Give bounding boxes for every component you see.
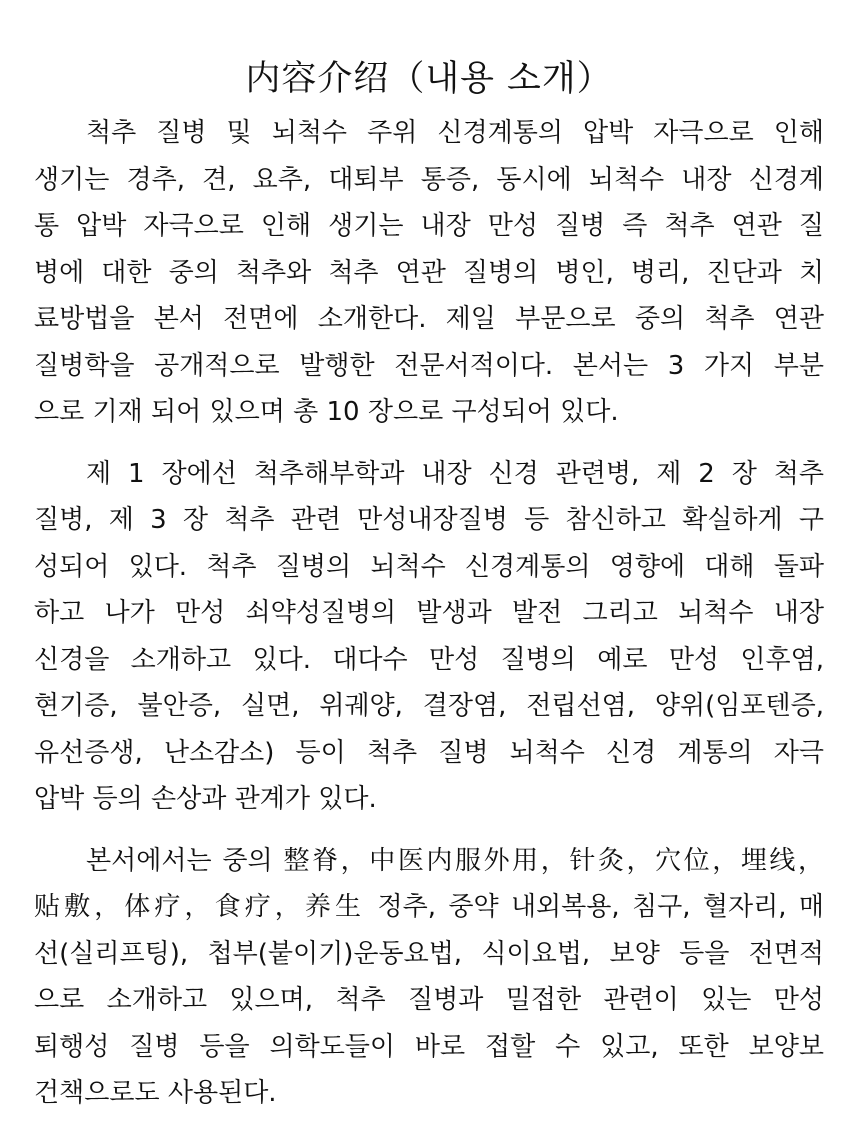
paragraph-line: 으로 기재 되어 있으며 총 10 장으로 구성되어 있다. (34, 397, 619, 427)
document-page (34, 50, 824, 1117)
paragraph-line: 신경을 소개하고 있다. 대다수 만성 질병의 예로 만성 인후염, (34, 644, 824, 675)
paragraph-line: 료방법을 본서 전면에 소개한다. 제일 부문으로 중의 척추 연관 (34, 304, 824, 334)
paragraph-line: 현기증, 불안증, 실면, 위궤양, 결장염, 전립선염, 양위(임포텐증, (34, 691, 824, 721)
paragraph-line: 선(실리프팅), 첩부(붙이기)운동요법, 식이요법, 보양 등을 전면적 (34, 938, 824, 969)
paragraph-line: 질병, 제 3 장 척추 관련 만성내장질병 등 참신하고 확실하게 구 (34, 505, 824, 535)
paragraph-line: 통 압박 자극으로 인해 생기는 내장 만성 질병 즉 척추 연관 질 (34, 211, 824, 241)
paragraph-line: 병에 대한 중의 척추와 척추 연관 질병의 병인, 병리, 진단과 치 (34, 257, 824, 288)
document-title: 内容介绍（내용 소개） (245, 59, 613, 99)
paragraph-line: 본서에서는 중의 整脊，中医内服外用，针灸，穴位，埋线， (86, 845, 824, 876)
paragraph-1 (34, 110, 824, 436)
paragraph-line: 질병학을 공개적으로 발행한 전문서적이다. 본서는 3 가지 부분 (34, 350, 824, 381)
paragraph-line: 퇴행성 질병 등을 의학도들이 바로 접할 수 있고, 또한 보양보 (34, 1031, 824, 1062)
paragraph-line: 하고 나가 만성 쇠약성질병의 발생과 발전 그리고 뇌척수 내장 (34, 598, 824, 628)
paragraph-3 (34, 838, 824, 1117)
paragraph-line: 건책으로도 사용된다. (34, 1078, 277, 1108)
paragraph-line: 제 1 장에선 척추해부학과 내장 신경 관련병, 제 2 장 척추 (86, 458, 824, 489)
paragraph-line: 성되어 있다. 척추 질병의 뇌척수 신경계통의 영향에 대해 돌파 (34, 551, 824, 582)
paragraph-line: 으로 소개하고 있으며, 척추 질병과 밀접한 관련이 있는 만성 (34, 985, 824, 1015)
paragraph-line: 贴敷，体疗，食疗，养生 정추, 중약 내외복용, 침구, 혈자리, 매 (34, 892, 824, 922)
paragraph-line: 유선증생, 난소감소) 등이 척추 질병 뇌척수 신경 계통의 자극 (34, 737, 824, 768)
paragraph-line: 압박 등의 손상과 관계가 있다. (34, 784, 377, 814)
paragraph-2 (34, 451, 824, 823)
paragraph-line: 척추 질병 및 뇌척수 주위 신경계통의 압박 자극으로 인해 (86, 118, 824, 148)
paragraph-line: 생기는 경추, 견, 요추, 대퇴부 통증, 동시에 뇌척수 내장 신경계 (34, 164, 824, 195)
